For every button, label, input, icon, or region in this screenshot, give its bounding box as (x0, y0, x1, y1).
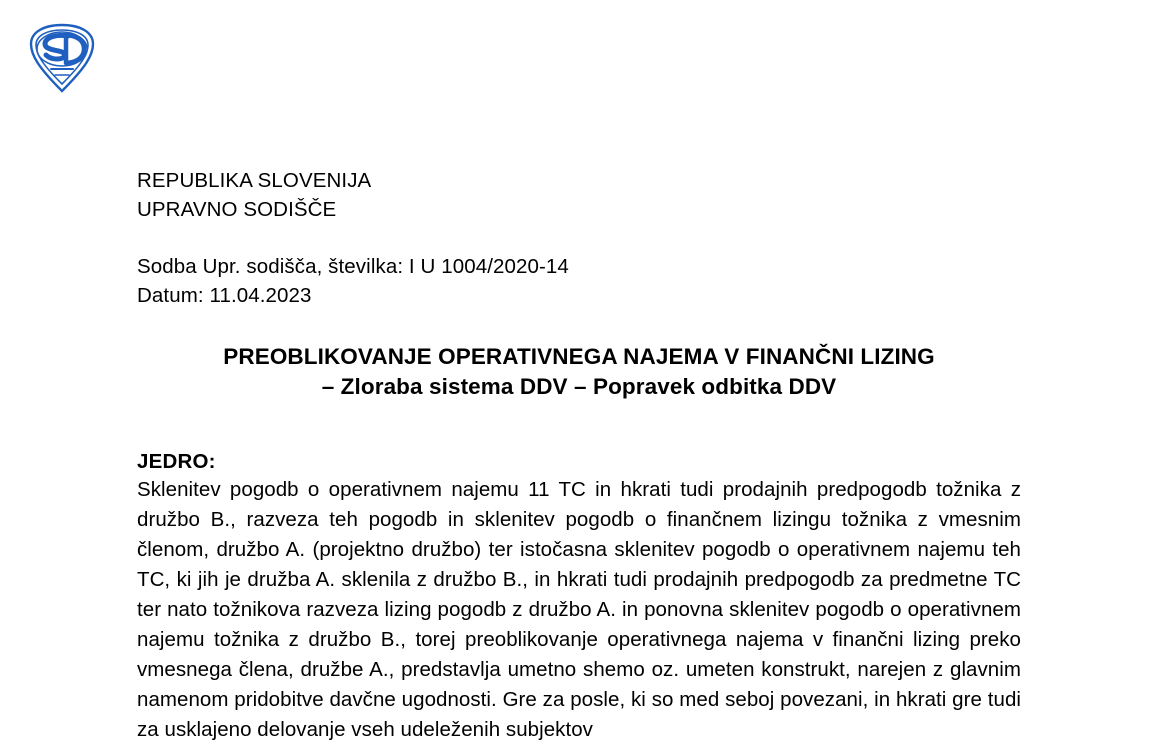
title-line-2: – Zloraba sistema DDV – Popravek odbitka DDV (321, 374, 837, 400)
document-body (137, 0, 1021, 745)
jedro-label: JEDRO: (137, 449, 216, 473)
jedro-paragraph: Sklenitev pogodb o operativnem najemu 11 TC in hkrati tudi prodajnih predpogodb tožnika z družbo B., razveza teh pogodb in sklenitev pogodb o finančnem lizingu tožnika z vmesnim členom, družbo A. (projektno družbo) ter istočasna sklenitev pogodb o operativnem najemu teh TC, ki jih je družba A. sklenila z družbo B., in hkrati tudi prodajnih predpogodb za predmetne TC ter nato tožnikova razveza lizing pogodb z družbo A. in ponovna sklenitev pogodb o operativnem najemu tožnika z družbo B., torej preoblikovanje operativnega najema v finančni lizing preko vmesnega člena, družbe A., predstavlja umetno shemo oz. umeten konstrukt, narejen z glavnim namenom pridobitve davčne ugodnosti. Gre za posle, ki so med seboj povezani, in hkrati gre tudi za usklajeno delovanje vseh udeleženih subjektov (137, 477, 1021, 742)
case-info (137, 252, 1021, 310)
court-line: UPRAVNO SODIŠČE (137, 198, 337, 222)
republic-line: REPUBLIKA SLOVENIJA (137, 169, 372, 192)
judgment-date: Datum: 11.04.2023 (137, 284, 312, 308)
court-header (137, 166, 1021, 224)
title-line-1: PREOBLIKOVANJE OPERATIVNEGA NAJEMA V FINANČNI LIZING (223, 344, 935, 370)
judgment-number: Sodba Upr. sodišča, številka: I U 1004/2020-14 (137, 255, 569, 279)
page-title (137, 342, 1021, 401)
emblem-logo (24, 22, 100, 94)
